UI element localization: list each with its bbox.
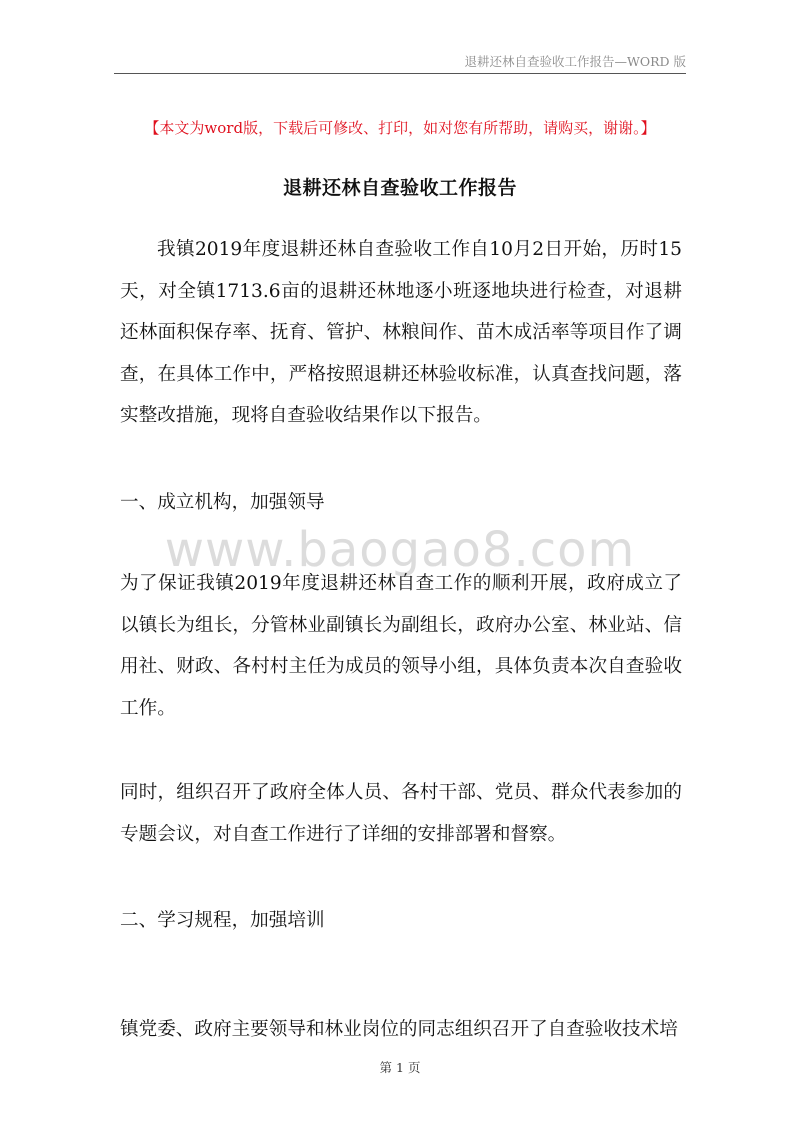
- section1-paragraph-1: 为了保证我镇2019年度退耕还林自查工作的顺利开展，政府成立了以镇长为组长，分管林业副镇长为副组长，政府办公室、林业站、信用社、财政、各村村主任为成员的领导小组，具体负责本次自查验收工作。: [120, 573, 682, 719]
- page-number: 第 1 页: [379, 1060, 421, 1075]
- watermark-text: www.baogao8.com: [164, 522, 636, 578]
- document-title: 退耕还林自查验收工作报告: [282, 177, 517, 199]
- section1-paragraph-2: 同时，组织召开了政府全体人员、各村干部、党员、群众代表参加的专题会议，对自查工作进行了详细的安排部署和督察。: [120, 782, 682, 845]
- header-divider: [114, 73, 686, 74]
- section2-paragraph-1: 镇党委、政府主要领导和林业岗位的同志组织召开了自查验收技术培: [120, 1019, 678, 1040]
- intro-paragraph: 我镇2019年度退耕还林自查验收工作自10月2日开始，历时15天，对全镇1713.6亩的退耕还林地逐小班逐地块进行检查，对退耕还林面积保存率、抚育、管护、林粮间作、苗木成活率等项目作了调查，在具体工作中，严格按照退耕还林验收标准，认真查找问题，落实整改措施，现将自查验收结果作以下报告。: [120, 239, 682, 426]
- section-heading-1: 一、成立机构，加强领导: [120, 492, 325, 513]
- download-notice: 【本文为word版，下载后可修改、打印，如对您有所帮助，请购买，谢谢。】: [144, 119, 656, 137]
- page-header-title: 退耕还林自查验收工作报告—WORD 版: [464, 54, 686, 69]
- section-heading-2: 二、学习规程，加强培训: [120, 910, 325, 931]
